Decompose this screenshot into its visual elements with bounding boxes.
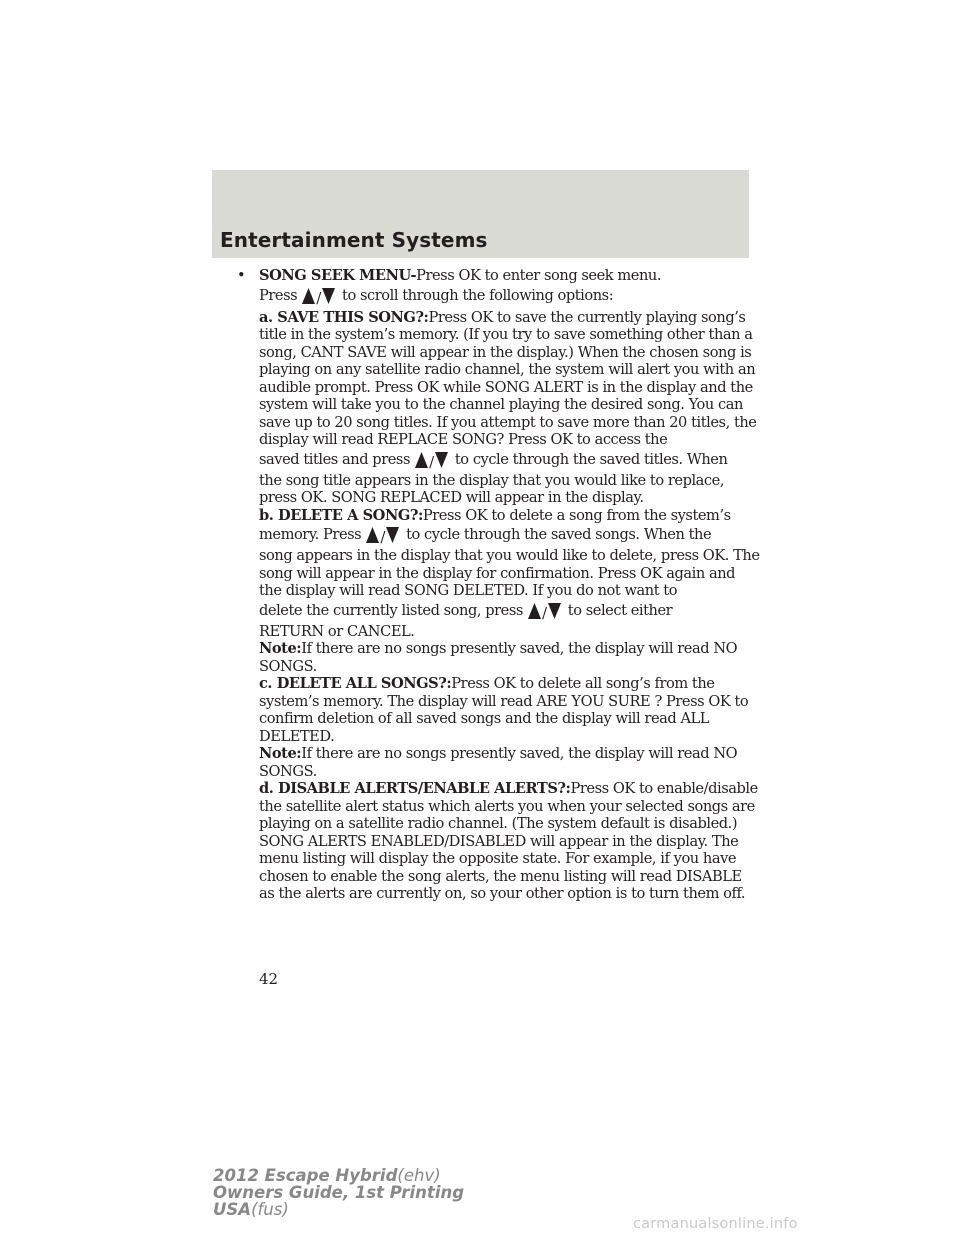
- up-down-arrow-icons: [366, 527, 398, 549]
- footer-line-model: [213, 1167, 464, 1184]
- document-footer: [213, 1167, 464, 1218]
- delete-listed-line: [259, 600, 761, 623]
- delete-all-label: c. DELETE ALL SONGS?:: [259, 675, 452, 692]
- down-arrow-icon: [435, 452, 448, 468]
- alerts-label: d. DISABLE ALERTS/ENABLE ALERTS?:: [259, 780, 571, 797]
- footer-region: USA: [213, 1200, 252, 1219]
- slash-separator: /: [429, 453, 434, 471]
- note-text: If there are no songs presently saved, the display will read NO SONGS.: [259, 640, 738, 675]
- indented-section: [221, 285, 761, 903]
- slash-separator: /: [380, 529, 385, 546]
- site-watermark: carmanualsonline.info: [633, 1216, 798, 1232]
- up-arrow-icon: [528, 603, 541, 619]
- save-song-label: a. SAVE THIS SONG?:: [259, 308, 429, 326]
- up-arrow-icon: [415, 452, 428, 468]
- scroll-options-line: [259, 285, 761, 308]
- down-arrow-icon: [322, 288, 335, 304]
- delete-song-label: b. DELETE A SONG?:: [259, 506, 423, 524]
- cycle-songs-text: to cycle through the saved songs. When the: [406, 526, 712, 543]
- footer-model: 2012 Escape Hybrid: [213, 1166, 398, 1185]
- delete-all-paragraph: [259, 675, 761, 745]
- footer-region-code: (fus): [251, 1200, 289, 1219]
- bullet-glyph: •: [237, 267, 246, 284]
- page-number: 42: [259, 970, 279, 988]
- saved-titles-line: [259, 449, 761, 472]
- section-header-band: [212, 170, 749, 258]
- up-down-arrow-icons: [528, 603, 560, 625]
- alerts-paragraph: [259, 780, 761, 903]
- up-arrow-icon: [366, 527, 379, 543]
- down-arrow-icon: [386, 527, 399, 543]
- delete-listed-text: delete the currently listed song, press: [259, 601, 523, 619]
- delete-song-text: Press OK to delete a song from the system’s: [422, 506, 731, 524]
- save-song-paragraph: [259, 309, 761, 449]
- alerts-text: Press OK to enable/disable the satellite alert status which alerts you when your selected songs are playing on a satellite radio channel. (The system default is disabled.) SONG ALERTS ENABLED/DISABLED will appear in the display. The menu listing will display the opposite state. For example, if you have chosen to enable the song alerts, the menu listing will read DISABLE as the alerts are currently on, so your other option is to turn them off.: [259, 780, 758, 902]
- delete-all-text: Press OK to delete all song’s from the system’s memory. The display will read ARE YOU SURE ? Press OK to confirm deletion of all saved songs and the display will read ALL DELETED.: [259, 675, 749, 745]
- scroll-options-text: to scroll through the following options:: [342, 286, 614, 304]
- save-song-tail: the song title appears in the display that you would like to replace, press OK. SONG REPLACED will appear in the display.: [259, 471, 725, 506]
- section-title: Entertainment Systems: [220, 228, 488, 252]
- delete-song-middle: song appears in the display that you would like to delete, press OK. The song will appear in the display for confirmation. Press OK again and the display will read SONG DELETED. If you do not want to: [259, 547, 760, 599]
- song-seek-menu-item: [221, 267, 761, 285]
- note-label: Note:: [259, 745, 302, 762]
- note-label: Note:: [259, 640, 302, 657]
- press-text: Press: [259, 286, 298, 304]
- note-paragraph: [259, 745, 761, 780]
- delete-song-tail: RETURN or CANCEL.: [259, 622, 415, 640]
- up-down-arrow-icons: [302, 288, 334, 310]
- footer-model-code: (ehv): [397, 1166, 441, 1185]
- footer-guide: Owners Guide, 1st Printing: [213, 1183, 465, 1202]
- note-text: If there are no songs presently saved, the display will read NO SONGS.: [259, 745, 738, 780]
- song-seek-label: SONG SEEK MENU-: [259, 267, 417, 284]
- footer-line-region: [213, 1201, 464, 1218]
- footer-line-guide: [213, 1184, 464, 1201]
- manual-body-text: [221, 267, 761, 903]
- up-arrow-icon: [302, 288, 315, 304]
- slash-separator: /: [316, 289, 321, 307]
- note-paragraph: [259, 640, 761, 675]
- memory-press-text: memory. Press: [259, 526, 362, 543]
- delete-memory-line: [259, 524, 761, 547]
- select-either-text: to select either: [567, 601, 673, 619]
- down-arrow-icon: [548, 603, 561, 619]
- saved-titles-text: saved titles and press: [259, 450, 410, 468]
- save-song-text: Press OK to save the currently playing song’s title in the system’s memory. (If you try to save something other than a song, CANT SAVE will appear in the display.) When the chosen song is playing on any satellite radio channel, the system will alert you with an audible prompt. Press OK while SONG ALERT is in the display and the system will take you to the channel playing the desired song. You can save up to 20 song titles. If you attempt to save more than 20 titles, the display will read REPLACE SONG? Press OK to access the: [259, 308, 757, 448]
- cycle-titles-text: to cycle through the saved titles. When: [454, 450, 728, 468]
- up-down-arrow-icons: [415, 452, 447, 474]
- delete-song-paragraph: [259, 507, 761, 525]
- slash-separator: /: [542, 604, 547, 622]
- song-seek-text: Press OK to enter song seek menu.: [416, 267, 662, 284]
